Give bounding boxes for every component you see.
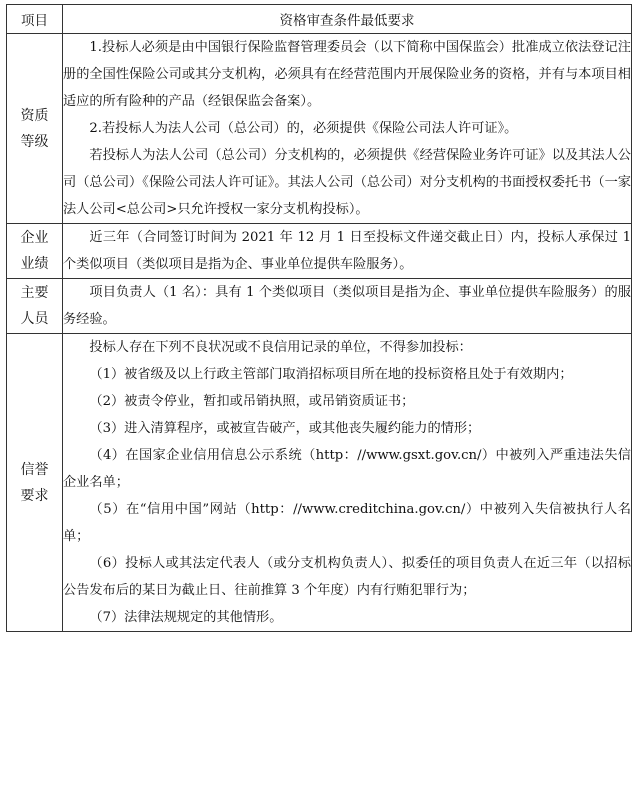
paragraph: 项目负责人（1 名）：具有 1 个类似项目（类似项目是指为企、事业单位提供车险服务）的服务经验。 xyxy=(63,285,631,327)
row-label-performance xyxy=(7,224,63,279)
row-content-credit xyxy=(63,334,632,632)
list-item: （7）法律法规规定的其他情形。 xyxy=(89,610,283,625)
paragraph: 1.投标人必须是由中国银行保险监督管理委员会（以下简称中国保监会）批准成立依法登记注册的全国性保险公司或其分支机构，必须具有在经营范围内开展保险业务的资格，并有与本项目相适应的所有险种的产品（经银保监会备案）。 xyxy=(63,40,631,109)
list-item: （6）投标人或其法定代表人（或分支机构负责人）、拟委任的项目负责人在近三年（以招标公告发布后的某日为截止日、往前推算 3 个年度）内有行贿犯罪行为； xyxy=(63,556,631,598)
row-label-credit xyxy=(7,334,63,632)
list-item: （4）在国家企业信用信息公示系统（http：//www.gsxt.gov.cn/）中被列入严重违法失信企业名单； xyxy=(63,448,631,490)
label-line: 要求 xyxy=(20,487,49,504)
header-item: 项目 xyxy=(7,5,63,34)
paragraph: 近三年（合同签订时间为 2021 年 12 月 1 日至投标文件递交截止日）内，投标人承保过 1 个类似项目（类似项目是指为企、事业单位提供车险服务）。 xyxy=(63,230,631,272)
qualification-requirements-table xyxy=(6,4,632,632)
row-credit xyxy=(7,334,632,632)
label-line: 人员 xyxy=(20,311,49,327)
row-personnel xyxy=(7,279,632,334)
paragraph: 2.若投标人为法人公司（总公司）的，必须提供《保险公司法人许可证》。 xyxy=(89,121,518,136)
paragraph: 投标人存在下列不良状况或不良信用记录的单位，不得参加投标： xyxy=(89,340,472,355)
list-item: （5）在“信用中国”网站（http：//www.creditchina.gov.cn/）中被列入失信被执行人名单； xyxy=(63,502,631,544)
row-label-qualification xyxy=(7,34,63,224)
row-qualification xyxy=(7,34,632,224)
header-requirements: 资格审查条件最低要求 xyxy=(63,5,632,34)
label-line: 企业 xyxy=(20,230,49,246)
table-header-row xyxy=(7,5,632,34)
list-item: （1）被省级及以上行政主管部门取消招标项目所在地的投标资格且处于有效期内； xyxy=(89,367,573,382)
row-content-performance xyxy=(63,224,632,279)
row-content-qualification xyxy=(63,34,632,224)
row-performance xyxy=(7,224,632,279)
label-line: 等级 xyxy=(20,133,49,150)
label-line: 业绩 xyxy=(20,256,49,272)
row-content-personnel xyxy=(63,279,632,334)
label-line: 信誉 xyxy=(20,461,49,478)
label-line: 资质 xyxy=(20,107,49,124)
list-item: （3）进入清算程序，或被宣告破产，或其他丧失履约能力的情形； xyxy=(89,421,481,436)
paragraph: 若投标人为法人公司（总公司）分支机构的，必须提供《经营保险业务许可证》以及其法人公司（总公司）《保险公司法人许可证》。其法人公司（总公司）对分支机构的书面授权委托书（一家法人公司<总公司>只允许授权一家分支机构投标）。 xyxy=(63,148,631,217)
label-line: 主要 xyxy=(20,285,49,301)
list-item: （2）被责令停业，暂扣或吊销执照，或吊销资质证书； xyxy=(89,394,415,409)
row-label-personnel xyxy=(7,279,63,334)
